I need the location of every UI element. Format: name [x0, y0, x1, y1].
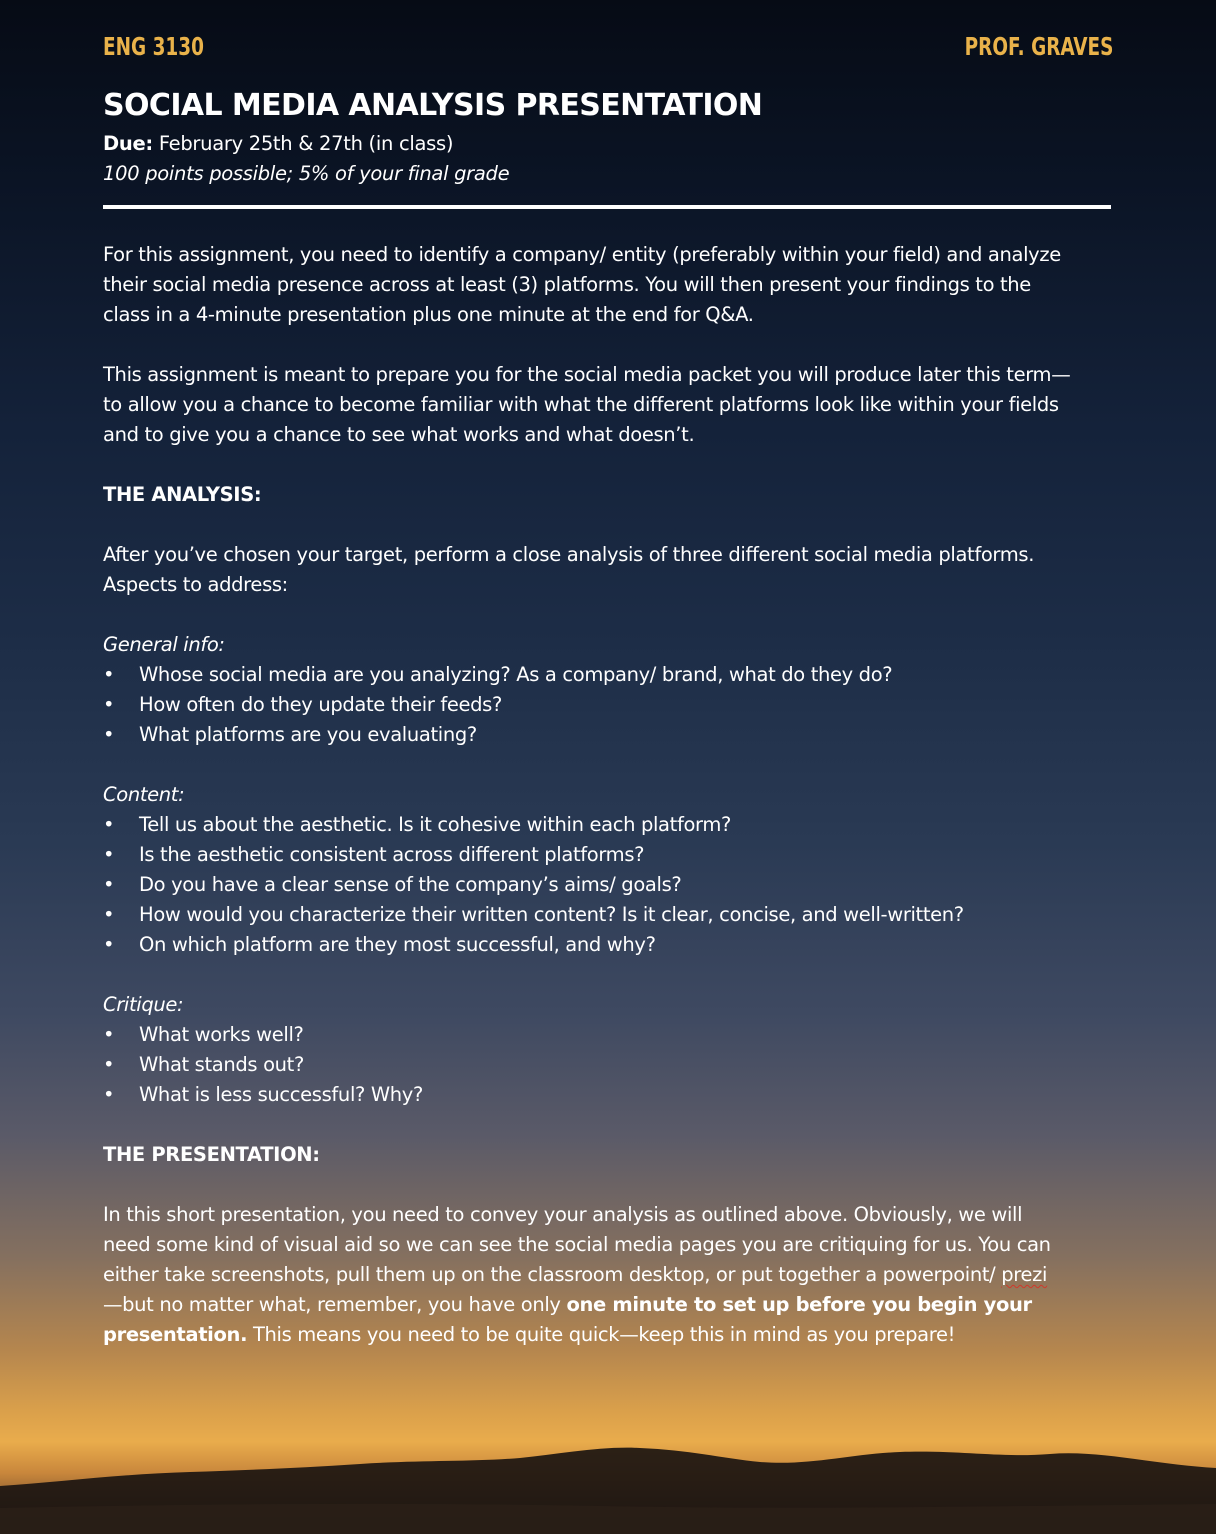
group-label-critique: Critique: — [103, 993, 184, 1016]
bullet-icon: • — [103, 813, 115, 836]
list-item: • What is less successful? Why? — [103, 1080, 1113, 1110]
list-item: • Tell us about the aesthetic. Is it cohesive within each platform? — [103, 810, 1113, 840]
list-item: • What platforms are you evaluating? — [103, 720, 1113, 750]
bullet-icon: • — [103, 663, 115, 686]
document-body — [103, 240, 1113, 1380]
due-label: Due: — [103, 132, 153, 155]
bullet-icon: • — [103, 873, 115, 896]
list-item: • Do you have a clear sense of the company’s aims/ goals? — [103, 870, 1113, 900]
points-line: 100 points possible; 5% of your final grade — [103, 162, 510, 185]
list-item: • On which platform are they most successful, and why? — [103, 930, 1113, 960]
sunset-hills-silhouette — [0, 1424, 1216, 1534]
group-label-general-info: General info: — [103, 633, 225, 656]
spellcheck-flagged-word: prezi — [1001, 1263, 1048, 1286]
intro-paragraph-2: This assignment is meant to prepare you for the social media packet you will produce later this term— to allow you a chance to become familiar with what the different platforms look like within your fields and to give you a chance to see what works and what doesn’t. — [103, 363, 1071, 446]
due-line — [103, 132, 453, 155]
bullet-icon: • — [103, 693, 115, 716]
list-item: • How often do they update their feeds? — [103, 690, 1113, 720]
critique-group — [103, 990, 1113, 1110]
bullet-icon: • — [103, 843, 115, 866]
presentation-heading: THE PRESENTATION: — [103, 1143, 320, 1166]
bullet-icon: • — [103, 1083, 115, 1106]
general-info-group — [103, 630, 1113, 750]
intro-paragraph-1: For this assignment, you need to identify a company/ entity (preferably within your field) and analyze their social media presence across at least (3) platforms. You will then present your findings to the class in a 4-minute presentation plus one minute at the end for Q&A. — [103, 243, 1061, 326]
content-group — [103, 780, 1113, 960]
list-item: • How would you characterize their written content? Is it clear, concise, and well-written? — [103, 900, 1113, 930]
critique-list — [103, 1020, 1113, 1110]
bullet-icon: • — [103, 933, 115, 956]
general-info-list — [103, 660, 1113, 750]
bullet-icon: • — [103, 723, 115, 746]
list-item: • Whose social media are you analyzing? As a company/ brand, what do they do? — [103, 660, 1113, 690]
presentation-paragraph: In this short presentation, you need to convey your analysis as outlined above. Obviously, we will need some kind of visual aid so we can see the social media pages you are critiquing for us. You can either take screenshots, pull them up on the classroom desktop, or put together a powerpoint/ prezi —but no matter what, remember, you have only one minute to set up before you begin your presentation. This means you need to be quite quick—keep this in mind as you prepare! — [103, 1203, 1051, 1346]
course-code: ENG 3130 — [103, 32, 204, 61]
bullet-icon: • — [103, 903, 115, 926]
group-label-content: Content: — [103, 783, 185, 806]
professor-name: PROF. GRAVES — [964, 32, 1113, 61]
bullet-icon: • — [103, 1053, 115, 1076]
bullet-icon: • — [103, 1023, 115, 1046]
document-title: SOCIAL MEDIA ANALYSIS PRESENTATION — [103, 88, 763, 123]
list-item: • Is the aesthetic consistent across different platforms? — [103, 840, 1113, 870]
emphasis-text: one minute to set up before you begin your — [566, 1293, 1032, 1316]
list-item: • What works well? — [103, 1020, 1113, 1050]
list-item: • What stands out? — [103, 1050, 1113, 1080]
analysis-intro: After you’ve chosen your target, perform a close analysis of three different social media platforms. Aspects to address: — [103, 543, 1035, 596]
due-value: February 25th & 27th (in class) — [158, 132, 454, 155]
header-divider — [103, 205, 1111, 209]
analysis-heading: THE ANALYSIS: — [103, 483, 262, 506]
emphasis-text-end: presentation. — [103, 1323, 248, 1346]
content-list — [103, 810, 1113, 960]
